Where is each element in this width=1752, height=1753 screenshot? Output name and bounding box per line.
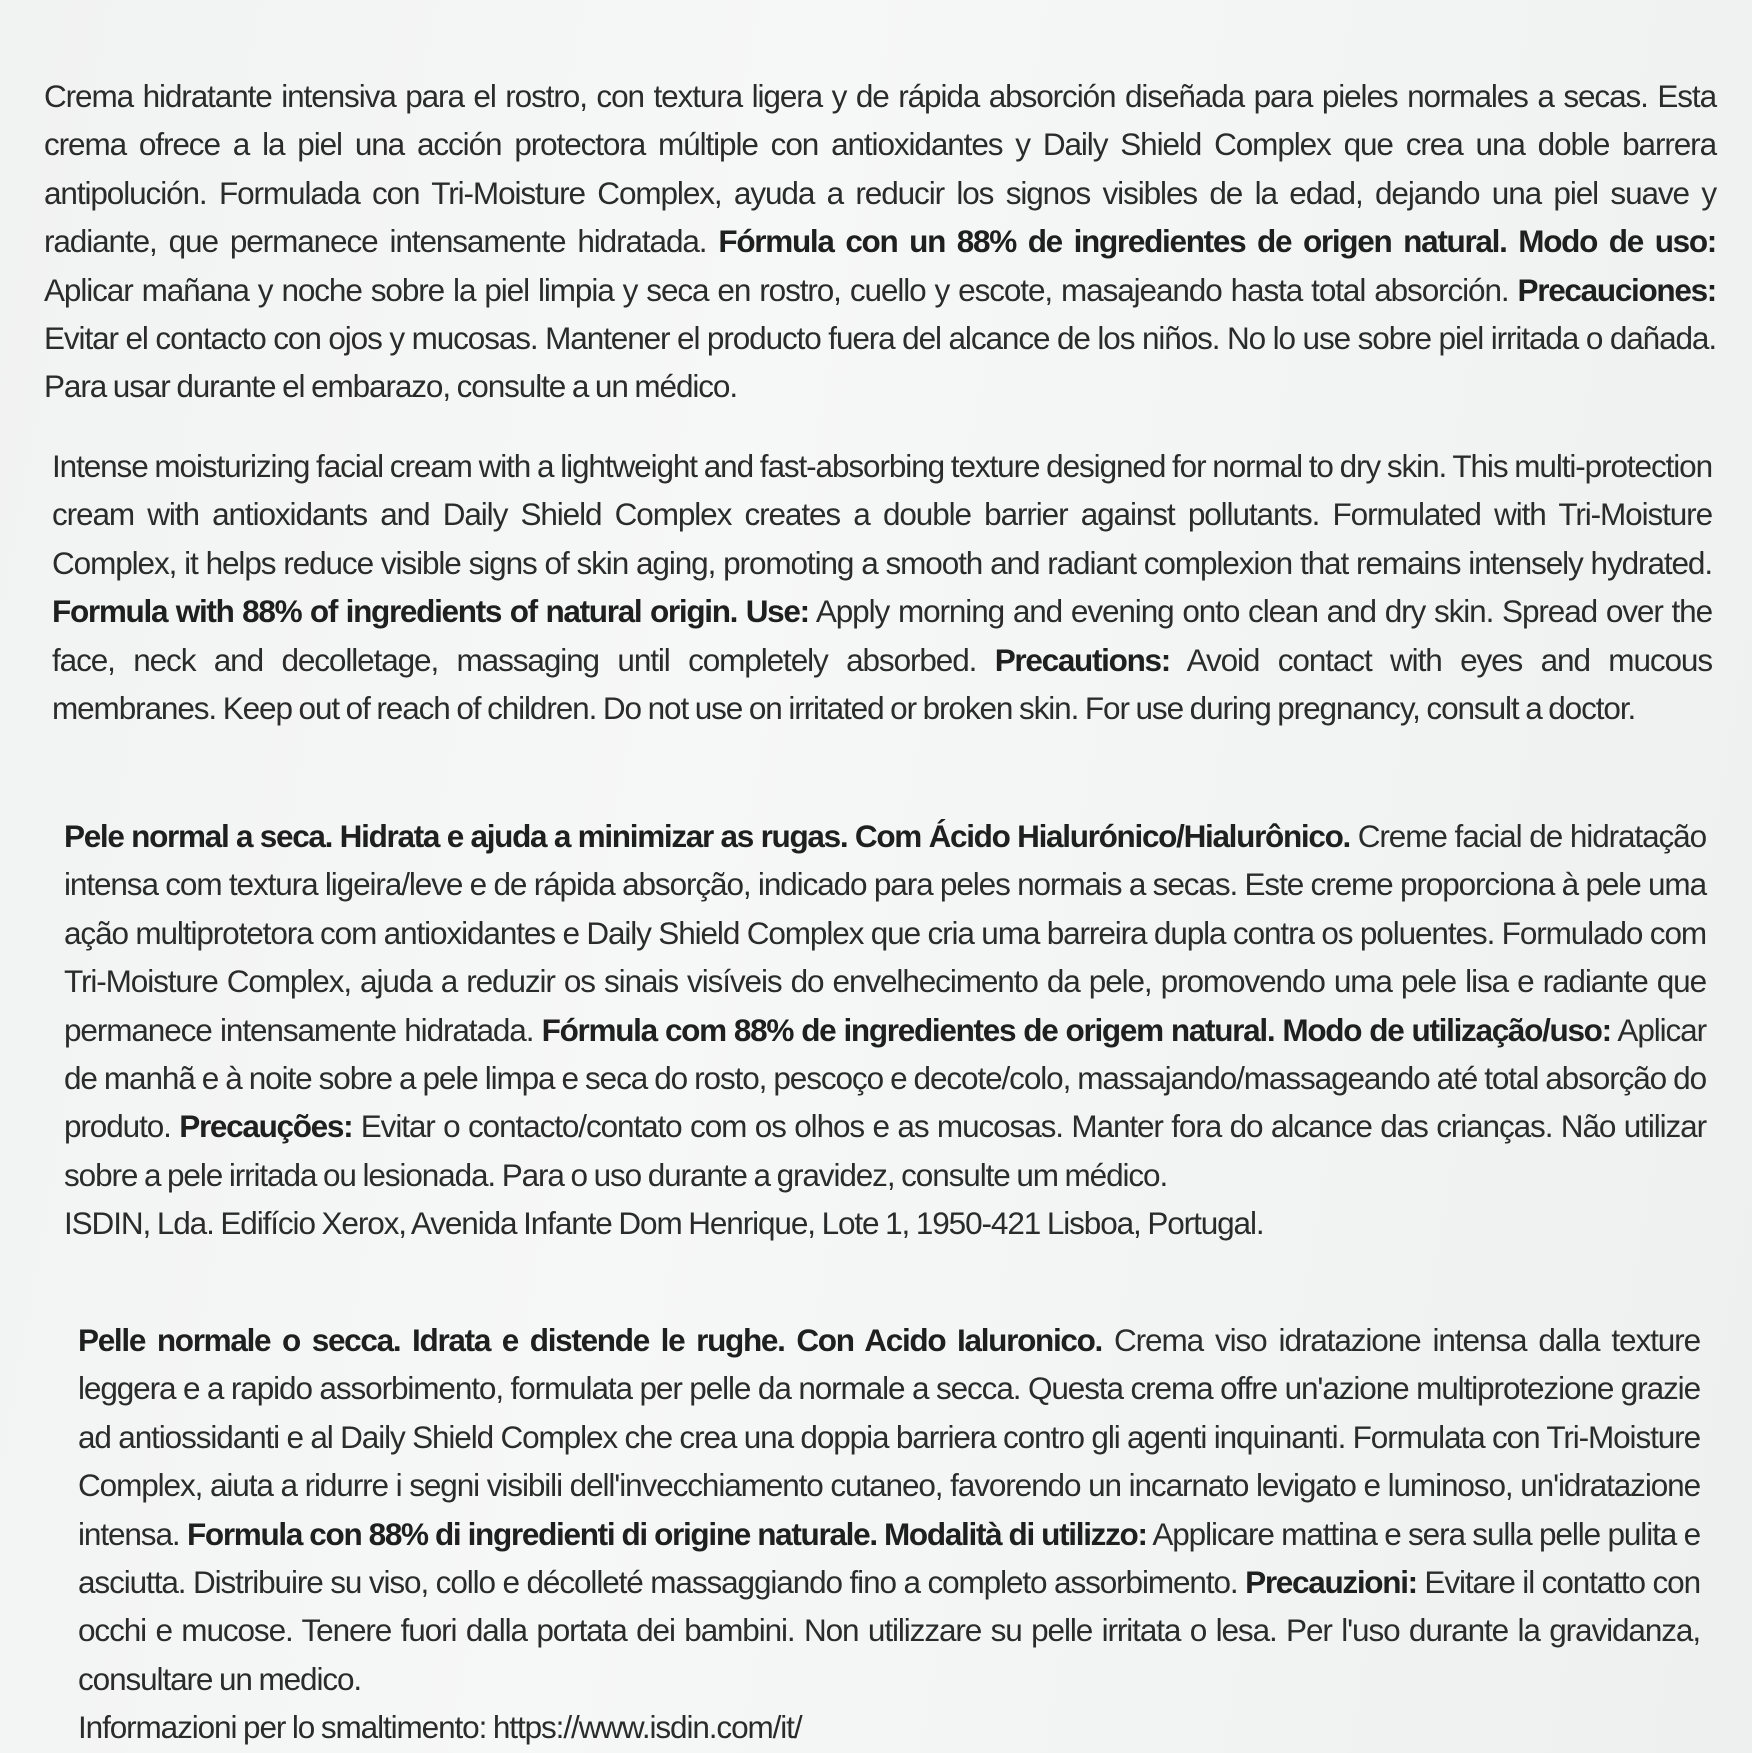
italian-description: Crema viso idratazione intensa dalla texture leggera e a rapido assorbimento, formulata per pelle da normale a secca. Questa crema offre un'azione multiprotezione grazie ad antiossidanti e al Daily Shield Complex che crea una doppia barriera contro gli agenti inquinanti. Formulata con Tri-Moisture Complex, aiuta a ridurre i segni visibili dell'invecchiamento cutaneo, favorendo un incarnato levigato e luminoso, un'idratazione intensa. <box>78 1322 1700 1552</box>
english-description: Intense moisturizing facial cream with a lightweight and fast-absorbing texture designed for normal to dry skin. This multi-protection cream with antioxidants and Daily Shield Complex creates a double barrier against pollutants. Formulated with Tri-Moisture Complex, it helps reduce visible signs of skin aging, promoting a smooth and radiant complexion that remains intensely hydrated. <box>52 448 1712 581</box>
portuguese-company-address: ISDIN, Lda. Edifício Xerox, Avenida Infante Dom Henrique, Lote 1, 1950-421 Lisboa, Portugal. <box>64 1205 1264 1242</box>
spanish-usage-text: Aplicar mañana y noche sobre la piel limpia y seca en rostro, cuello y escote, masajeando hasta total absorción. <box>44 271 1518 308</box>
spanish-paragraph <box>44 72 1716 411</box>
english-usage-text: Apply morning and evening onto clean and dry skin. Spread over the face, neck and decolletage, massaging until completely absorbed. <box>52 593 1713 678</box>
spanish-precautions-text: Evitar el contacto con ojos y mucosas. Mantener el producto fuera del alcance de los niños. No lo use sobre piel irritada o dañada. Para usar durante el embarazo, consulte a un médico. <box>44 320 1716 405</box>
spanish-description: Crema hidratante intensiva para el rostro, con textura ligera y de rápida absorción diseñada para pieles normales a secas. Esta crema ofrece a la piel una acción protectora múltiple con antioxidantes y Daily Shield Complex que crea una doble barrera antipolución. Formulada con Tri-Moisture Complex, ayuda a reducir los signos visibles de la edad, dejando una piel suave y radiante, que permanece intensamente hidratada. <box>44 78 1716 260</box>
portuguese-precautions-heading: Precauções: <box>179 1108 353 1145</box>
italian-precautions-text: Evitare il contatto con occhi e mucose. Tenere fuori dalla portata dei bambini. Non utilizzare su pelle irritata o lesa. Per l'uso durante la gravidanza, consultare un medico. <box>78 1564 1700 1697</box>
italian-claims-heading: Pelle normale o secca. Idrata e distende le rughe. Con Acido Ialuronico. <box>78 1322 1103 1358</box>
english-paragraph <box>52 442 1712 732</box>
portuguese-precautions-text: Evitar o contacto/contato com os olhos e as mucosas. Manter fora do alcance das crianças. Não utilizar sobre a pele irritada ou lesionada. Para o uso durante a gravidez, consulte um médico. <box>64 1108 1706 1193</box>
portuguese-formula-usage-heading: Fórmula com 88% de ingredientes de origem natural. Modo de utilização/uso: <box>541 1011 1611 1048</box>
english-formula-usage-heading: Formula with 88% of ingredients of natural origin. Use: <box>52 593 809 630</box>
spanish-precautions-heading: Precauciones: <box>1517 271 1716 308</box>
portuguese-usage-text: Aplicar de manhã e à noite sobre a pele limpa e seca do rosto, pescoço e decote/colo, massajando/massageando até total absorção do produto. <box>64 1011 1706 1145</box>
english-precautions-text: Avoid contact with eyes and mucous membranes. Keep out of reach of children. Do not use on irritated or broken skin. For use during pregnancy, consult a doctor. <box>52 641 1712 727</box>
italian-formula-usage-heading: Formula con 88% di ingredienti di origine naturale. Modalità di utilizzo: <box>186 1515 1147 1552</box>
spanish-formula-usage-heading: Fórmula con un 88% de ingredientes de origen natural. Modo de uso: <box>718 223 1716 260</box>
english-precautions-heading: Precautions: <box>994 641 1170 678</box>
portuguese-paragraph <box>64 812 1706 1248</box>
portuguese-claims-heading: Pele normal a seca. Hidrata e ajuda a minimizar as rugas. Com Ácido Hialurónico/Hialurônico. <box>64 818 1350 854</box>
italian-disposal-info: Informazioni per lo smaltimento: https://www.isdin.com/it/ <box>78 1709 802 1746</box>
italian-usage-text: Applicare mattina e sera sulla pelle pulita e asciutta. Distribuire su viso, collo e décolleté massaggiando fino a completo assorbimento. <box>78 1515 1700 1601</box>
italian-paragraph <box>78 1316 1700 1752</box>
portuguese-description: Creme facial de hidratação intensa com textura ligeira/leve e de rápida absorção, indicado para peles normais a secas. Este creme proporciona à pele uma ação multiprotetora com antioxidantes e Daily Shield Complex que cria uma barreira dupla contra os poluentes. Formulado com Tri-Moisture Complex, ajuda a reduzir os sinais visíveis do envelhecimento da pele, promovendo uma pele lisa e radiante que permanece intensamente hidratada. <box>64 818 1706 1048</box>
italian-precautions-heading: Precauzioni: <box>1245 1564 1417 1601</box>
